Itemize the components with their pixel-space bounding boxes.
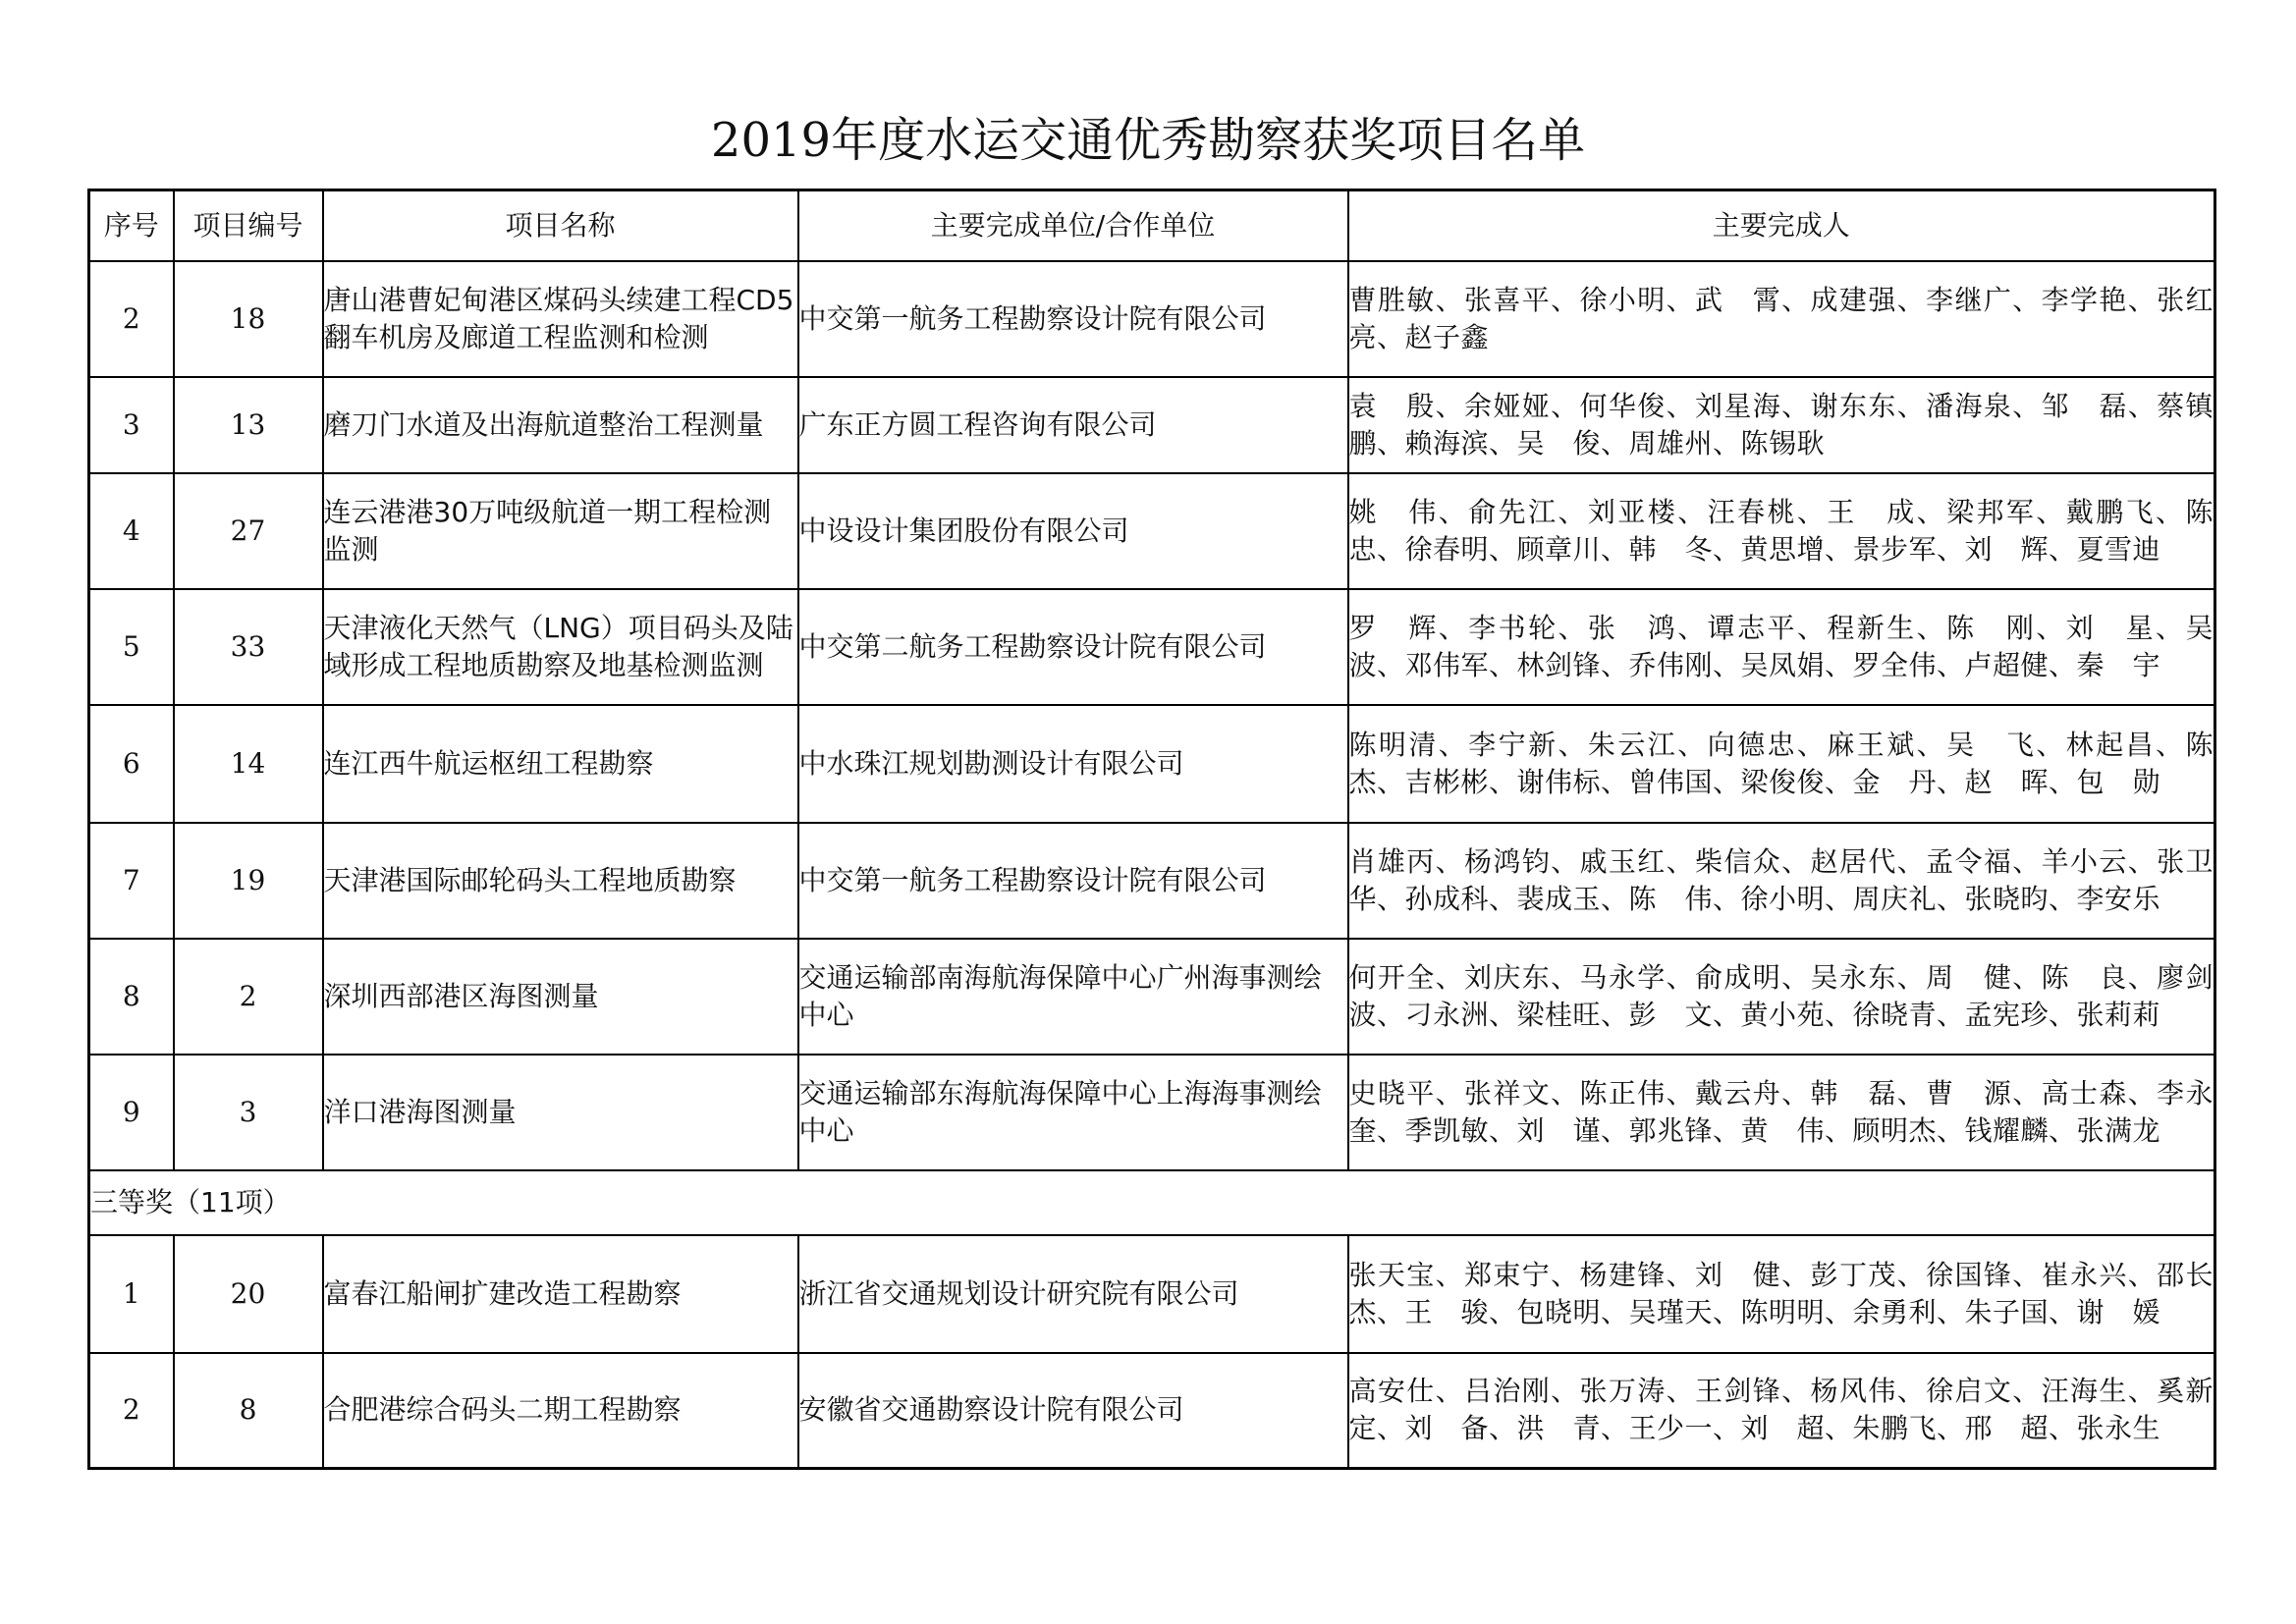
section-row (89, 1170, 2215, 1235)
cell-code: 2 (174, 939, 323, 1055)
cell-project-name: 富春江船闸扩建改造工程勘察 (323, 1235, 798, 1353)
cell-seq: 1 (89, 1235, 174, 1353)
header-people: 主要完成人 (1348, 190, 2215, 261)
cell-code: 3 (174, 1055, 323, 1170)
cell-project-name: 天津液化天然气（LNG）项目码头及陆域形成工程地质勘察及地基检测监测 (323, 589, 798, 705)
table-row (89, 939, 2215, 1055)
cell-unit: 中水珠江规划勘测设计有限公司 (798, 705, 1348, 823)
cell-code: 33 (174, 589, 323, 705)
cell-seq: 7 (89, 823, 174, 939)
cell-people: 肖雄丙、杨鸿钧、戚玉红、柴信众、赵居代、孟令福、羊小云、张卫华、孙成科、裴成玉、陈 伟、徐小明、周庆礼、张晓昀、李安乐 (1348, 823, 2215, 939)
cell-code: 19 (174, 823, 323, 939)
cell-seq: 2 (89, 261, 174, 377)
cell-people: 姚 伟、俞先江、刘亚楼、汪春桃、王 成、梁邦军、戴鹏飞、陈 忠、徐春明、顾章川、韩 冬、黄思增、景步军、刘 辉、夏雪迪 (1348, 473, 2215, 589)
cell-unit: 中交第一航务工程勘察设计院有限公司 (798, 261, 1348, 377)
cell-project-name: 连云港港30万吨级航道一期工程检测监测 (323, 473, 798, 589)
cell-seq: 8 (89, 939, 174, 1055)
cell-project-name: 深圳西部港区海图测量 (323, 939, 798, 1055)
cell-code: 8 (174, 1353, 323, 1469)
cell-unit: 浙江省交通规划设计研究院有限公司 (798, 1235, 1348, 1353)
header-unit: 主要完成单位/合作单位 (798, 190, 1348, 261)
cell-people: 史晓平、张祥文、陈正伟、戴云舟、韩 磊、曹 源、高士森、李永奎、季凯敏、刘 谨、郭兆锋、黄 伟、顾明杰、钱耀麟、张满龙 (1348, 1055, 2215, 1170)
cell-people: 何开全、刘庆东、马永学、俞成明、吴永东、周 健、陈 良、廖剑波、刁永洲、梁桂旺、彭 文、黄小苑、徐晓青、孟宪珍、张莉莉 (1348, 939, 2215, 1055)
table-header-row (89, 190, 2215, 261)
cell-project-name: 唐山港曹妃甸港区煤码头续建工程CD5翻车机房及廊道工程监测和检测 (323, 261, 798, 377)
section-heading-third-prize: 三等奖（11项） (89, 1170, 2215, 1235)
cell-unit: 交通运输部东海航海保障中心上海海事测绘中心 (798, 1055, 1348, 1170)
cell-seq: 6 (89, 705, 174, 823)
cell-project-name: 磨刀门水道及出海航道整治工程测量 (323, 377, 798, 473)
cell-unit: 中交第一航务工程勘察设计院有限公司 (798, 823, 1348, 939)
table-row (89, 823, 2215, 939)
header-seq: 序号 (89, 190, 174, 261)
cell-unit: 交通运输部南海航海保障中心广州海事测绘中心 (798, 939, 1348, 1055)
cell-people: 袁 殷、余娅娅、何华俊、刘星海、谢东东、潘海泉、邹 磊、蔡镇鹏、赖海滨、吴 俊、周雄州、陈锡耿 (1348, 377, 2215, 473)
cell-project-name: 天津港国际邮轮码头工程地质勘察 (323, 823, 798, 939)
cell-code: 18 (174, 261, 323, 377)
cell-code: 14 (174, 705, 323, 823)
awards-table (87, 189, 2242, 1470)
table-row (89, 261, 2215, 377)
cell-unit: 广东正方圆工程咨询有限公司 (798, 377, 1348, 473)
header-name: 项目名称 (323, 190, 798, 261)
cell-code: 13 (174, 377, 323, 473)
cell-project-name: 连江西牛航运枢纽工程勘察 (323, 705, 798, 823)
cell-seq: 4 (89, 473, 174, 589)
cell-seq: 3 (89, 377, 174, 473)
cell-people: 陈明清、李宁新、朱云江、向德忠、麻王斌、吴 飞、林起昌、陈 杰、吉彬彬、谢伟标、曾伟国、梁俊俊、金 丹、赵 晖、包 勋 (1348, 705, 2215, 823)
cell-unit: 中设设计集团股份有限公司 (798, 473, 1348, 589)
table-row (89, 1353, 2215, 1469)
header-code: 项目编号 (174, 190, 323, 261)
cell-people: 高安仕、吕治刚、张万涛、王剑锋、杨风伟、徐启文、汪海生、奚新定、刘 备、洪 青、王少一、刘 超、朱鹏飞、邢 超、张永生 (1348, 1353, 2215, 1469)
cell-people: 张天宝、郑束宁、杨建锋、刘 健、彭丁茂、徐国锋、崔永兴、邵长杰、王 骏、包晓明、吴瑾天、陈明明、余勇利、朱子国、谢 媛 (1348, 1235, 2215, 1353)
cell-unit: 中交第二航务工程勘察设计院有限公司 (798, 589, 1348, 705)
table-row (89, 473, 2215, 589)
cell-seq: 2 (89, 1353, 174, 1469)
cell-people: 曹胜敏、张喜平、徐小明、武 霄、成建强、李继广、李学艳、张红亮、赵子鑫 (1348, 261, 2215, 377)
cell-code: 20 (174, 1235, 323, 1353)
table-row (89, 377, 2215, 473)
table-row (89, 705, 2215, 823)
cell-code: 27 (174, 473, 323, 589)
cell-unit: 安徽省交通勘察设计院有限公司 (798, 1353, 1348, 1469)
table-row (89, 589, 2215, 705)
cell-people: 罗 辉、李书轮、张 鸿、谭志平、程新生、陈 刚、刘 星、吴 波、邓伟军、林剑锋、乔伟刚、吴凤娟、罗全伟、卢超健、秦 宇 (1348, 589, 2215, 705)
cell-seq: 5 (89, 589, 174, 705)
cell-project-name: 洋口港海图测量 (323, 1055, 798, 1170)
cell-seq: 9 (89, 1055, 174, 1170)
cell-project-name: 合肥港综合码头二期工程勘察 (323, 1353, 798, 1469)
table-row (89, 1055, 2215, 1170)
table-row (89, 1235, 2215, 1353)
page-title: 2019年度水运交通优秀勘察获奖项目名单 (710, 113, 1586, 168)
